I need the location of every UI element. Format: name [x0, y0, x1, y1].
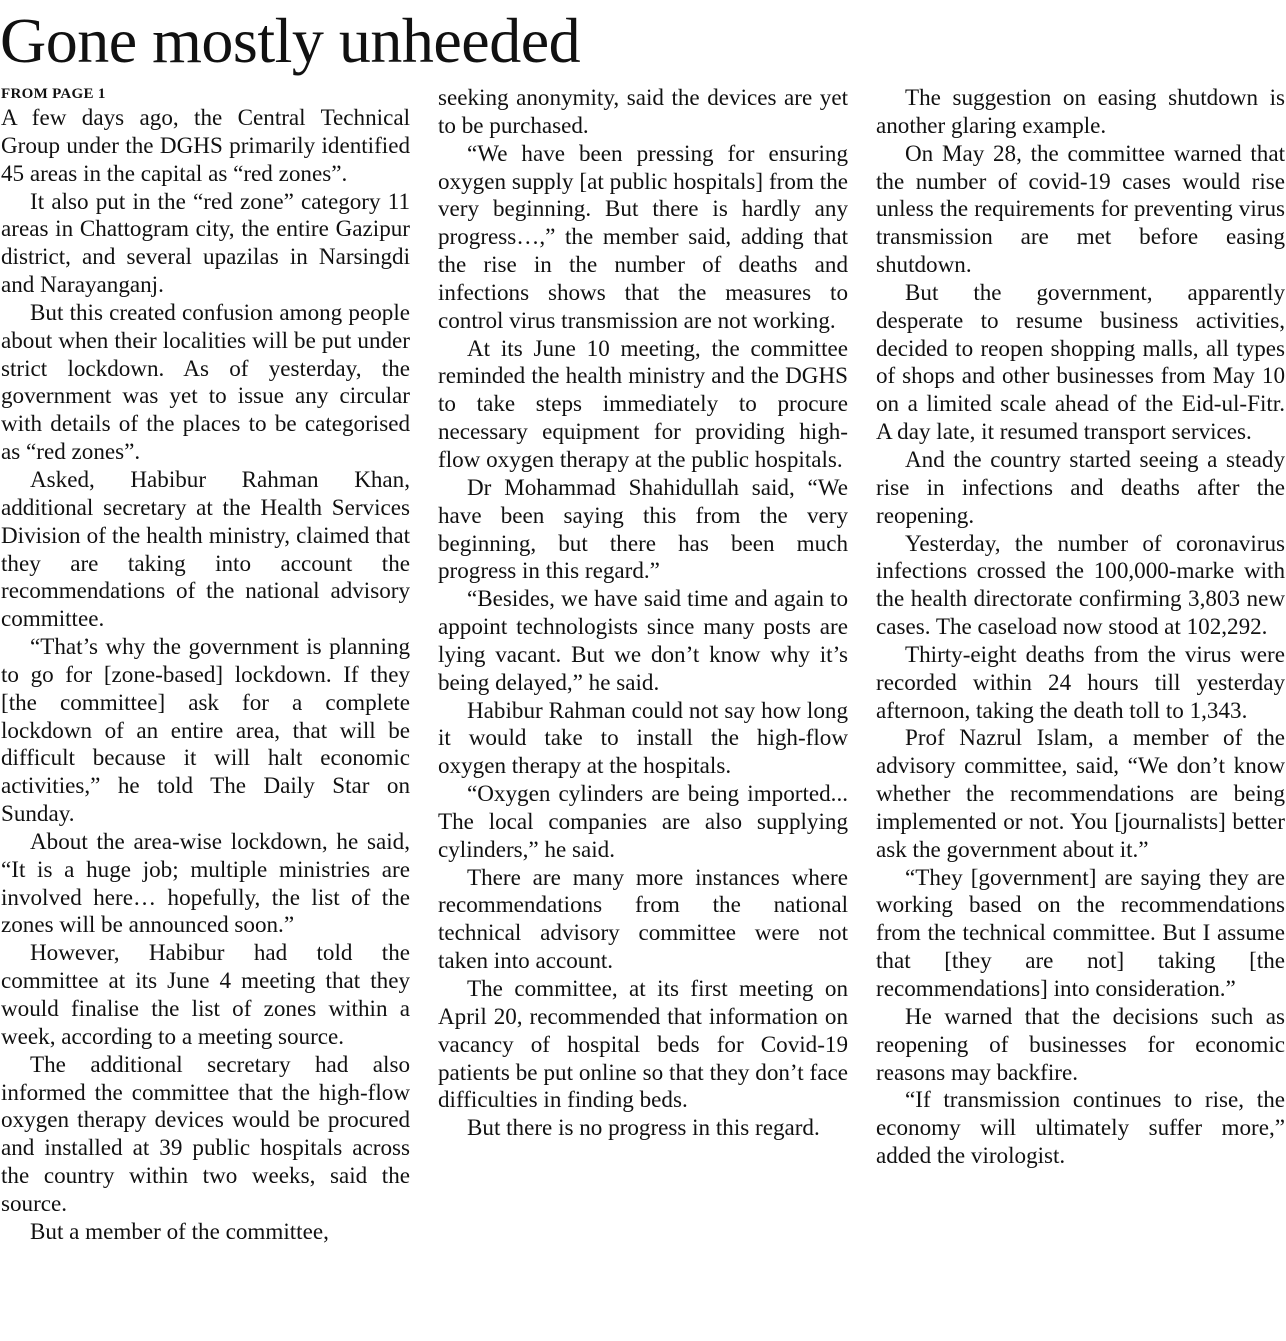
- paragraph: However, Habibur had told the committee at its June 4 meeting that they would finalise the list of zones within a week, according to a meeting source.: [1, 939, 410, 1049]
- paragraph: “We have been pressing for ensuring oxygen supply [at public hospitals] from the very beginning. But there is hardly any progress…,” the member said, adding that the rise in the number of deaths and infections shows that the measures to control virus transmission are not working.: [438, 139, 848, 333]
- paragraph: He warned that the decisions such as reopening of businesses for economic reasons may backfire.: [876, 1002, 1285, 1085]
- paragraph: Dr Mohammad Shahidullah said, “We have been saying this from the very beginning, but there has been much progress in this regard.”: [438, 473, 848, 584]
- column-3: [876, 84, 1285, 1338]
- paragraph: But there is no progress in this regard.: [467, 1114, 820, 1141]
- paragraph: “Besides, we have said time and again to appoint technologists since many posts are lying vacant. But we don’t know why it’s being delayed,” he said.: [438, 585, 848, 695]
- paragraph: The suggestion on easing shutdown is another glaring example.: [876, 84, 1285, 138]
- column-2: [438, 84, 848, 1338]
- paragraph: “That’s why the government is planning to go for [zone-based] lockdown. If they [the committee] ask for a complete lockdown of an entire area, that will be difficult because it will halt economic activities,” he told The Daily Star on Sunday.: [1, 633, 410, 827]
- paragraph: And the country started seeing a steady rise in infections and deaths after the reopening.: [876, 445, 1285, 528]
- paragraph: About the area-wise lockdown, he said, “It is a huge job; multiple ministries are involved here… hopefully, the list of the zones will be announced soon.”: [1, 827, 410, 938]
- paragraph: The committee, at its first meeting on April 20, recommended that information on vacancy of hospital beds for Covid-19 patients be put online so that they don’t face difficulties in finding beds.: [438, 975, 848, 1113]
- paragraph: It also put in the “red zone” category 11 areas in Chattogram city, the entire Gazipur district, and several upazilas in Narsingdi and Narayanganj.: [1, 187, 410, 298]
- paragraph: seeking anonymity, said the devices are yet to be purchased.: [438, 84, 848, 138]
- paragraph: “They [government] are saying they are working based on the recommendations from the technical committee. But I assume that [they are not] taking [the recommendations] into consideration.”: [876, 863, 1285, 1001]
- paragraph: Yesterday, the number of coronavirus infections crossed the 100,000-marke with the health directorate confirming 3,803 new cases. The caseload now stood at 102,292.: [876, 529, 1285, 640]
- paragraph: Asked, Habibur Rahman Khan, additional secretary at the Health Services Division of the health ministry, claimed that they are taking into account the recommendations of the national advisory committee.: [1, 465, 410, 632]
- paragraph: Habibur Rahman could not say how long it would take to install the high-flow oxygen therapy at the hospitals.: [438, 696, 848, 779]
- column-1: [1, 84, 410, 1338]
- headline: Gone mostly unheeded: [0, 5, 581, 76]
- paragraph: But this created confusion among people about when their localities will be put under strict lockdown. As of yesterday, the government was yet to issue any circular with details of the places to be categorised as “red zones”.: [1, 298, 410, 465]
- paragraph: On May 28, the committee warned that the number of covid-19 cases would rise unless the requirements for preventing virus transmission are met before easing shutdown.: [876, 139, 1285, 278]
- paragraph: A few days ago, the Central Technical Group under the DGHS primarily identified 45 areas in the capital as “red zones”.: [1, 104, 410, 186]
- paragraph: At its June 10 meeting, the committee reminded the health ministry and the DGHS to take steps immediately to procure necessary equipment for providing high-flow oxygen therapy at the public hospitals.: [438, 334, 848, 472]
- paragraph: “If transmission continues to rise, the economy will ultimately suffer more,” added the virologist.: [876, 1086, 1285, 1169]
- jump-line: FROM PAGE 1: [1, 86, 106, 102]
- paragraph: But a member of the committee,: [30, 1217, 329, 1244]
- paragraph: There are many more instances where recommendations from the national technical advisory committee were not taken into account.: [438, 863, 848, 974]
- paragraph: Thirty-eight deaths from the virus were recorded within 24 hours till yesterday afternoon, taking the death toll to 1,343.: [876, 640, 1285, 723]
- paragraph: The additional secretary had also informed the committee that the high-flow oxygen therapy devices would be procured and installed at 39 public hospitals across the country within two weeks, said the source.: [1, 1050, 410, 1216]
- paragraph: But the government, apparently desperate to resume business activities, decided to reopen shopping malls, all types of shops and other businesses from May 10 on a limited scale ahead of the Eid-ul-Fitr. A day late, it resumed transport services.: [876, 278, 1285, 445]
- paragraph: “Oxygen cylinders are being imported... The local companies are also supplying cylinders,” he said.: [438, 780, 848, 862]
- paragraph: Prof Nazrul Islam, a member of the advisory committee, said, “We don’t know whether the recommendations are being implemented or not. You [journalists] better ask the government about it.”: [876, 724, 1285, 862]
